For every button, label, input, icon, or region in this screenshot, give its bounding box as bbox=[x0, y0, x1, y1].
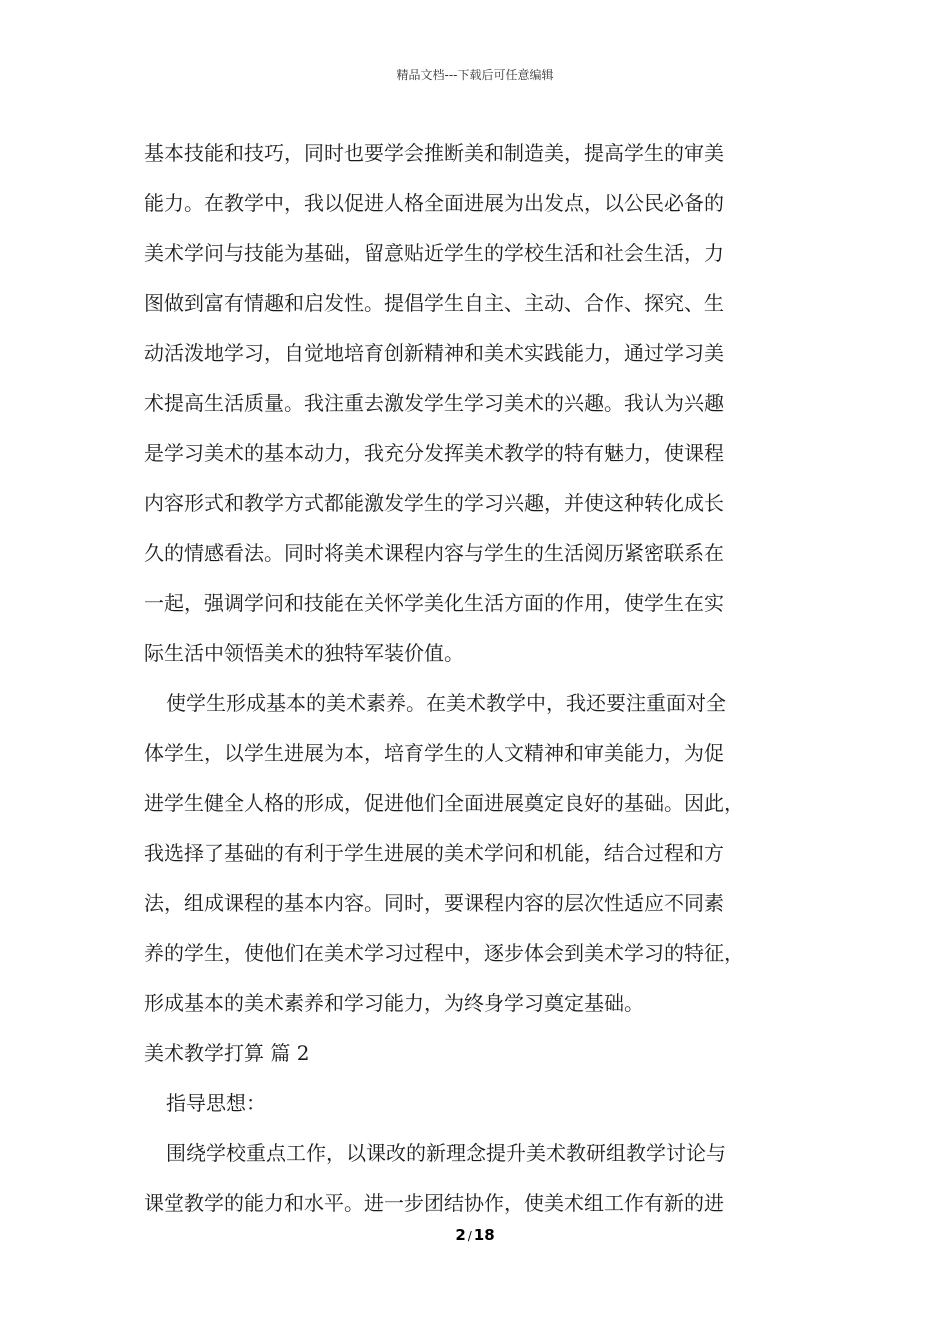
body-line: 久的情感看法。同时将美术课程内容与学生的生活阅历紧密联系在 bbox=[144, 541, 724, 565]
body-line: 内容形式和教学方式都能激发学生的学习兴趣，并使这种转化成长 bbox=[144, 491, 724, 515]
paragraph-start-line: 围绕学校重点工作，以课改的新理念提升美术教研组教学讨论与 bbox=[166, 1141, 726, 1165]
subheading-guiding-ideology: 指导思想： bbox=[166, 1091, 266, 1115]
section-heading: 美术教学打算 篇 2 bbox=[144, 1041, 310, 1065]
body-line: 动活泼地学习，自觉地培育创新精神和美术实践能力，通过学习美 bbox=[144, 341, 724, 365]
current-page: 2 bbox=[455, 1226, 466, 1244]
page-separator: / bbox=[467, 1229, 472, 1243]
body-line: 进学生健全人格的形成，促进他们全面进展奠定良好的基础。因此， bbox=[144, 791, 744, 815]
body-line: 是学习美术的基本动力，我充分发挥美术教学的特有魅力，使课程 bbox=[144, 441, 724, 465]
total-pages: 18 bbox=[473, 1226, 495, 1244]
page-number bbox=[0, 1226, 950, 1244]
paragraph-start-line: 使学生形成基本的美术素养。在美术教学中，我还要注重面对全 bbox=[166, 691, 726, 715]
body-line: 基本技能和技巧，同时也要学会推断美和制造美，提高学生的审美 bbox=[144, 141, 724, 165]
body-line: 法，组成课程的基本内容。同时，要课程内容的层次性适应不同素 bbox=[144, 891, 724, 915]
body-line: 一起，强调学问和技能在关怀学美化生活方面的作用，使学生在实 bbox=[144, 591, 724, 615]
page-header: 精品文档---下载后可任意编辑 bbox=[396, 68, 554, 82]
body-line: 能力。在教学中，我以促进人格全面进展为出发点，以公民必备的 bbox=[144, 191, 724, 215]
body-line: 体学生，以学生进展为本，培育学生的人文精神和审美能力，为促 bbox=[144, 741, 724, 765]
body-line: 我选择了基础的有利于学生进展的美术学问和机能，结合过程和方 bbox=[144, 841, 724, 865]
body-line: 课堂教学的能力和水平。进一步团结协作，使美术组工作有新的进 bbox=[144, 1191, 724, 1215]
document-body bbox=[144, 128, 824, 1228]
body-line: 术提高生活质量。我注重去激发学生学习美术的兴趣。我认为兴趣 bbox=[144, 391, 724, 415]
body-line: 图做到富有情趣和启发性。提倡学生自主、主动、合作、探究、生 bbox=[144, 291, 724, 315]
body-line: 际生活中领悟美术的独特军装价值。 bbox=[144, 641, 464, 665]
body-line: 形成基本的美术素养和学习能力，为终身学习奠定基础。 bbox=[144, 991, 644, 1015]
body-line: 美术学问与技能为基础，留意贴近学生的学校生活和社会生活，力 bbox=[144, 241, 724, 265]
body-line: 养的学生，使他们在美术学习过程中，逐步体会到美术学习的特征， bbox=[144, 941, 744, 965]
